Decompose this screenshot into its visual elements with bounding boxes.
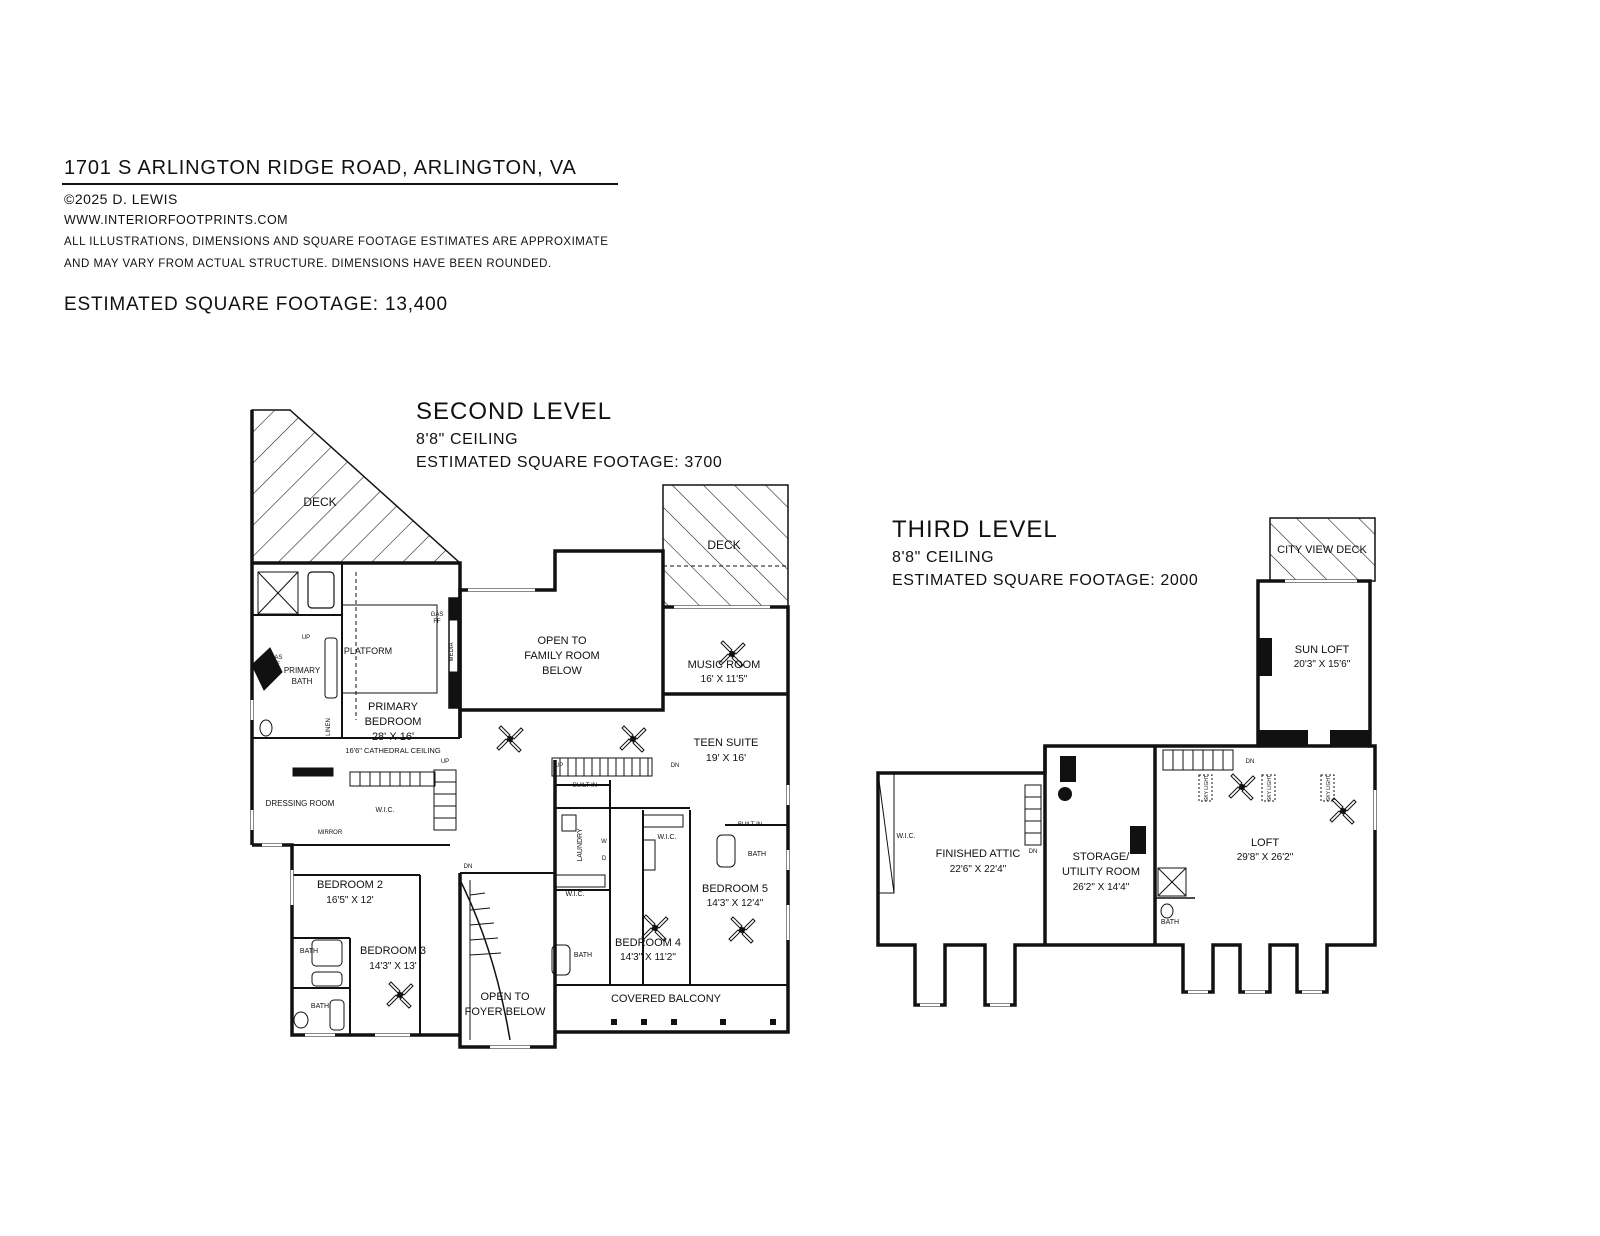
label-bedroom-4-dim: 14'3" X 11'2": [620, 952, 676, 963]
third-level-ceiling: 8'8" CEILING: [892, 549, 995, 566]
label-gas-ff2-a: GAS: [269, 655, 283, 661]
second-level-ceiling: 8'8" CEILING: [416, 431, 519, 448]
label-open-family-b: FAMILY ROOM: [524, 650, 600, 662]
label-open-foyer-a: OPEN TO: [480, 991, 530, 1003]
label-dn-foyer: DN: [463, 864, 473, 870]
label-dressing-room: DRESSING ROOM: [265, 799, 335, 808]
label-bath-d: BATH: [310, 1003, 330, 1010]
label-bedroom-3: BEDROOM 3: [359, 945, 427, 957]
label-bath-a: BATH: [747, 851, 767, 858]
label-built-in-a: BUILT-IN: [572, 783, 598, 789]
label-open-foyer-b: FOYER BELOW: [464, 1006, 546, 1018]
label-cathedral-ceiling: 16'6" CATHEDRAL CEILING: [345, 746, 441, 755]
label-linen: LINEN: [326, 718, 332, 736]
label-sky-light-2: SKY LIGHT: [1267, 774, 1273, 802]
label-primary-bedroom-a: PRIMARY: [368, 701, 418, 713]
label-wic-b: W.I.C.: [657, 834, 677, 841]
label-storage-a: STORAGE/: [1072, 851, 1130, 863]
label-up-small: UP: [440, 759, 450, 765]
label-deck-left: DECK: [303, 495, 337, 509]
label-bedroom-5: BEDROOM 5: [701, 883, 769, 895]
label-gas-ff-b: FF: [433, 619, 441, 625]
disclaimer-line-1: ALL ILLUSTRATIONS, DIMENSIONS AND SQUARE FOOTAGE ESTIMATES ARE APPROXIMATE: [64, 236, 609, 248]
third-level-plan: [878, 518, 1375, 1005]
label-bath-b: BATH: [573, 952, 593, 959]
copyright: ©2025 D. LEWIS: [64, 191, 178, 207]
disclaimer-line-2: AND MAY VARY FROM ACTUAL STRUCTURE. DIMENSIONS HAVE BEEN ROUNDED.: [64, 258, 552, 270]
label-teen-suite-dim: 19' X 16': [705, 752, 747, 764]
label-wic: W.I.C.: [896, 833, 916, 840]
label-sun-loft: SUN LOFT: [1294, 644, 1350, 656]
second-level-title: SECOND LEVEL: [416, 398, 613, 425]
label-bath: BATH: [1160, 919, 1180, 926]
label-washer: W: [601, 839, 607, 845]
label-sky-light-1: SKY LIGHT: [1204, 774, 1210, 802]
label-open-family-c: BELOW: [542, 665, 582, 677]
third-level-title: THIRD LEVEL: [892, 516, 1058, 543]
label-bedroom-4: BEDROOM 4: [614, 937, 682, 949]
label-dn-a: DN: [1245, 759, 1255, 765]
label-primary-bedroom-dim: 28' X 16': [371, 731, 415, 743]
label-gas-a: GAS: [1259, 650, 1273, 656]
label-loft: LOFT: [1250, 837, 1280, 849]
label-mirror: MIRROR: [317, 830, 343, 836]
label-media: MEDIA: [449, 642, 455, 662]
label-laundry: LAUNDRY: [577, 828, 584, 862]
website: WWW.INTERIORFOOTPRINTS.COM: [64, 213, 289, 227]
label-finished-attic: FINISHED ATTIC: [935, 848, 1021, 860]
second-level-sqft: ESTIMATED SQUARE FOOTAGE: 3700: [416, 454, 723, 471]
label-open-family-a: OPEN TO: [537, 635, 587, 647]
label-finished-attic-dim: 22'6" X 22'4": [949, 864, 1007, 875]
label-built-in-b: BUILT-IN: [737, 822, 763, 828]
label-gas-ff-a: GAS: [430, 612, 444, 618]
label-loft-dim: 29'8" X 26'2": [1236, 852, 1294, 863]
label-platform: PLATFORM: [343, 646, 393, 656]
label-dryer: D: [601, 856, 607, 862]
label-dn-stair: DN: [670, 763, 680, 769]
label-storage-b: UTILITY ROOM: [1061, 866, 1141, 878]
label-storage-dim: 26'2" X 14'4": [1072, 882, 1130, 893]
label-up-bath: UP: [301, 635, 311, 641]
label-bedroom-2: BEDROOM 2: [316, 879, 384, 891]
label-teen-suite: TEEN SUITE: [693, 737, 759, 749]
label-city-view-deck: CITY VIEW DECK: [1277, 544, 1367, 556]
label-deck-right: DECK: [707, 538, 741, 552]
label-bedroom-3-dim: 14'3" X 13': [369, 961, 417, 972]
third-level-sqft: ESTIMATED SQUARE FOOTAGE: 2000: [892, 572, 1199, 589]
label-primary-bath-b: BATH: [291, 677, 313, 686]
label-up-stair: UP: [554, 763, 564, 769]
label-wic-a: W.I.C.: [375, 807, 395, 814]
label-bedroom-2-dim: 16'5" X 12': [326, 895, 374, 906]
label-music-room: MUSIC ROOM: [687, 659, 761, 671]
label-gas-b: FF: [1262, 658, 1270, 664]
label-bedroom-5-dim: 14'3" X 12'4": [706, 898, 764, 909]
total-square-footage: ESTIMATED SQUARE FOOTAGE: 13,400: [64, 294, 448, 315]
label-primary-bedroom-b: BEDROOM: [364, 716, 422, 728]
label-music-room-dim: 16' X 11'5": [700, 674, 748, 685]
label-bath-c: BATH: [299, 948, 319, 955]
label-covered-balcony: COVERED BALCONY: [610, 993, 722, 1005]
label-sky-light-3: SKY LIGHT: [1326, 774, 1332, 802]
label-wic-c: W.I.C.: [565, 891, 585, 898]
label-sun-loft-dim: 20'3" X 15'6": [1293, 659, 1351, 670]
label-dn-b: DN: [1028, 849, 1038, 855]
label-primary-bath-a: PRIMARY: [283, 666, 321, 675]
label-gas-ff2-b: FF: [272, 662, 280, 668]
property-address: 1701 S ARLINGTON RIDGE ROAD, ARLINGTON, VA: [64, 157, 577, 179]
